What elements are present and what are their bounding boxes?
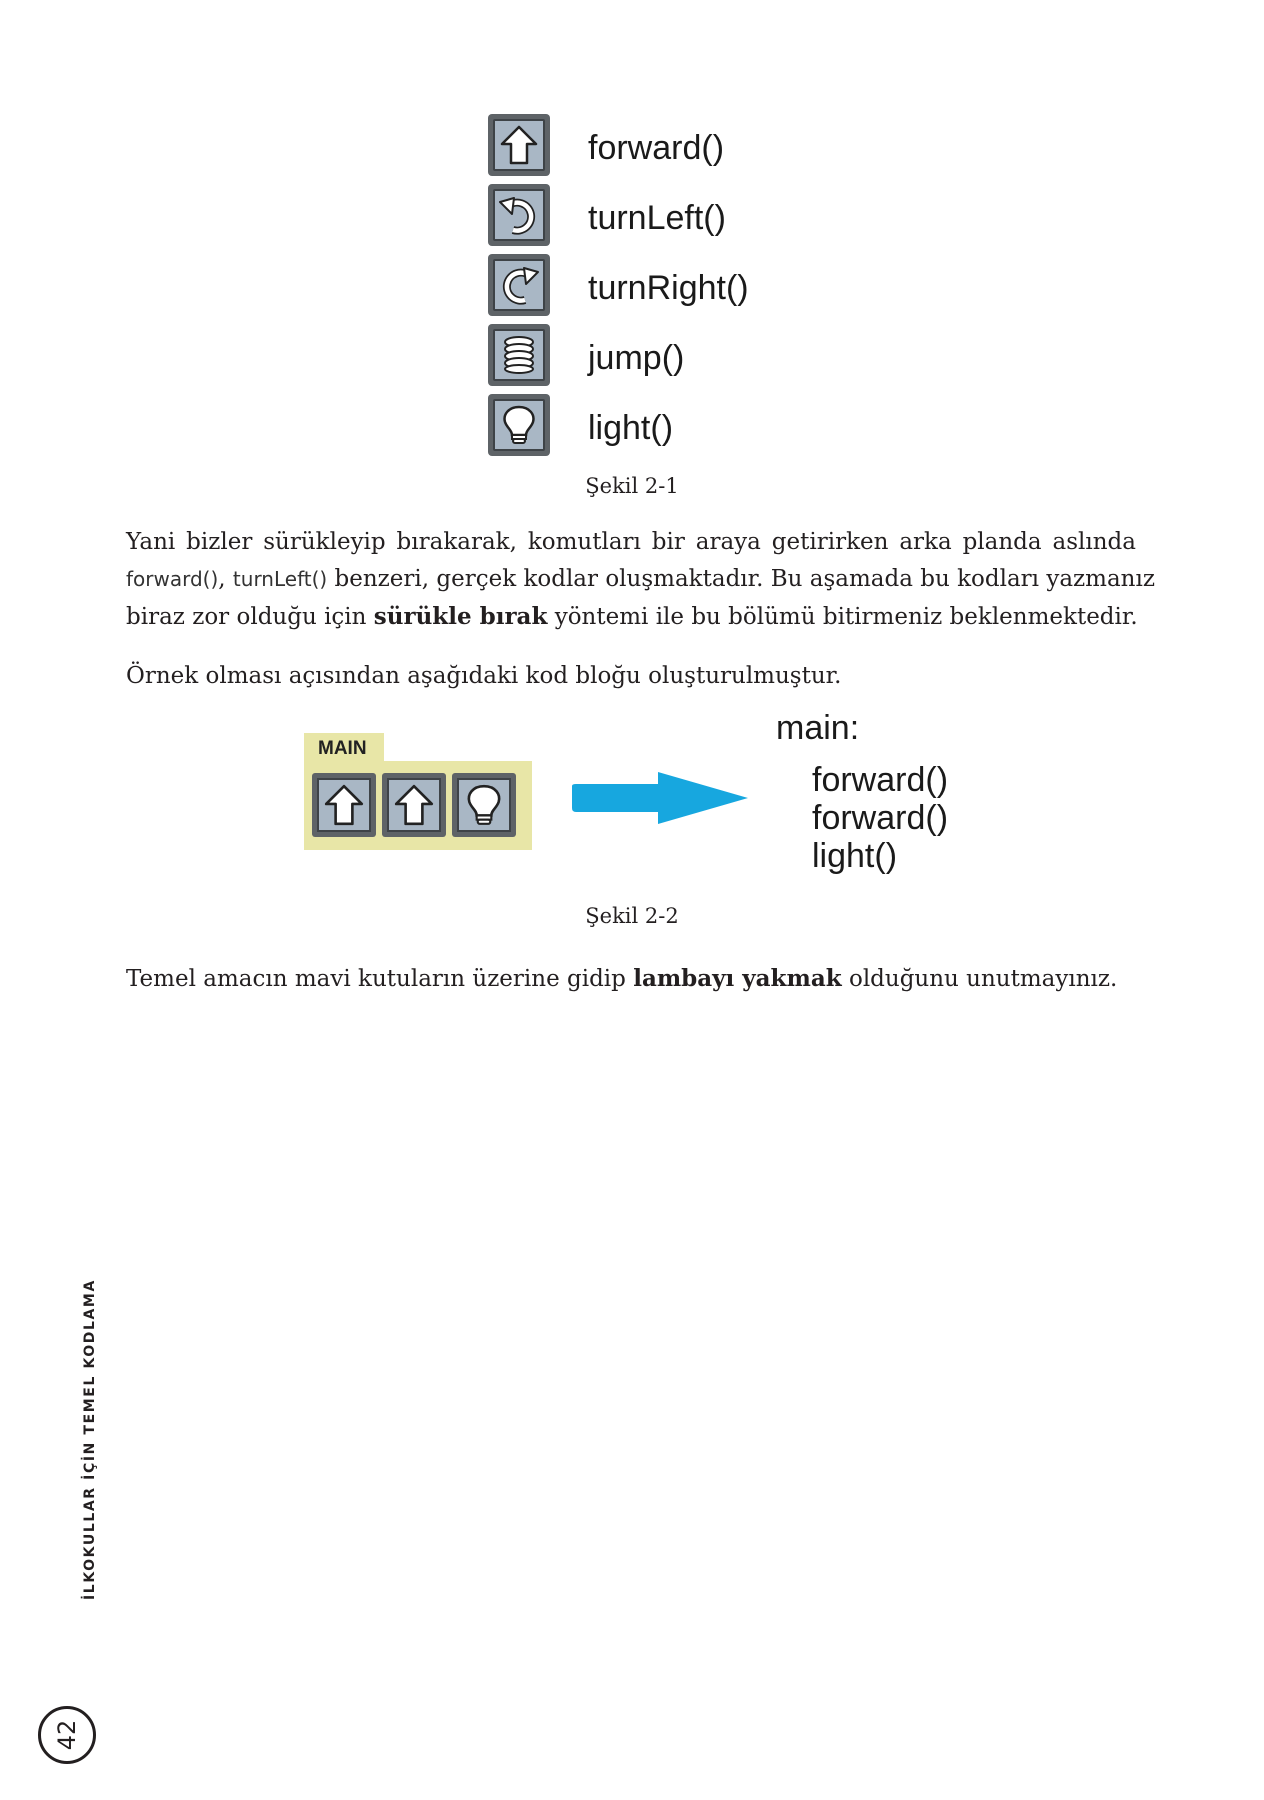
forward-arrow-icon bbox=[322, 783, 366, 827]
figure-caption-2-1: Şekil 2-1 bbox=[585, 474, 679, 498]
code-header: main: bbox=[776, 709, 860, 747]
forward-arrow-icon bbox=[498, 124, 540, 166]
inline-code-turnleft: turnLeft() bbox=[232, 567, 328, 591]
paragraph-line-3-end: yöntemi ile bu bölümü bitirmeniz beklenmektedir. bbox=[547, 604, 1138, 630]
jump-command-label: jump() bbox=[588, 339, 685, 377]
inline-separator: , bbox=[218, 566, 233, 592]
paragraph-line-2 bbox=[126, 561, 1155, 598]
turn-left-icon bbox=[498, 194, 540, 236]
inline-code-forward: forward() bbox=[126, 567, 219, 591]
main-block-light-tile bbox=[452, 773, 516, 837]
forward-command-label: forward() bbox=[588, 129, 725, 167]
light-bulb-icon bbox=[498, 404, 540, 446]
paragraph-line-3 bbox=[126, 598, 1136, 636]
light-command-label: light() bbox=[588, 409, 674, 447]
main-block-forward-tile-1 bbox=[312, 773, 376, 837]
paragraph-line-2-rest: benzeri, gerçek kodlar oluşmaktadır. Bu aşamada bu kodları yazmanız bbox=[327, 566, 1155, 592]
paragraph-line-1: Yani bizler sürükleyip bırakarak, komutları bir araya getirirken arka planda aslında bbox=[126, 529, 1136, 555]
paragraph-goal-end: olduğunu unutmayınız. bbox=[841, 966, 1118, 992]
jump-command-tile bbox=[488, 324, 550, 386]
code-line-3: light() bbox=[812, 837, 898, 875]
light-bulb-icon bbox=[462, 783, 506, 827]
page-number: 42 bbox=[53, 1719, 81, 1751]
jump-spring-icon bbox=[498, 334, 540, 376]
turn-left-command-label: turnLeft() bbox=[588, 199, 726, 237]
paragraph-goal bbox=[126, 960, 1136, 998]
bold-light-lamp: lambayı yakmak bbox=[633, 965, 842, 992]
turn-right-icon bbox=[498, 264, 540, 306]
paragraph-explanation bbox=[126, 524, 1155, 636]
light-command-tile bbox=[488, 394, 550, 456]
turn-left-command-tile bbox=[488, 184, 550, 246]
turn-right-command-label: turnRight() bbox=[588, 269, 749, 307]
page-number-badge bbox=[38, 1706, 96, 1764]
main-block-tab bbox=[304, 733, 384, 763]
code-line-1: forward() bbox=[812, 761, 949, 799]
bold-drag-drop: sürükle bırak bbox=[373, 603, 548, 630]
figure-caption-2-2: Şekil 2-2 bbox=[585, 904, 679, 928]
main-block-label: MAIN bbox=[318, 738, 367, 759]
code-line-2: forward() bbox=[812, 799, 949, 837]
forward-arrow-icon bbox=[392, 783, 436, 827]
paragraph-example: Örnek olması açısından aşağıdaki kod bloğu oluşturulmuştur. bbox=[126, 663, 842, 689]
right-arrow-icon bbox=[570, 770, 750, 826]
turn-right-command-tile bbox=[488, 254, 550, 316]
paragraph-line-3-start: biraz zor olduğu için bbox=[126, 604, 374, 630]
forward-command-tile bbox=[488, 114, 550, 176]
book-title-vertical: İLKOKULLAR İÇİN TEMEL KODLAMA bbox=[82, 1279, 98, 1600]
paragraph-goal-start: Temel amacın mavi kutuların üzerine gidip bbox=[126, 966, 634, 992]
main-block-forward-tile-2 bbox=[382, 773, 446, 837]
